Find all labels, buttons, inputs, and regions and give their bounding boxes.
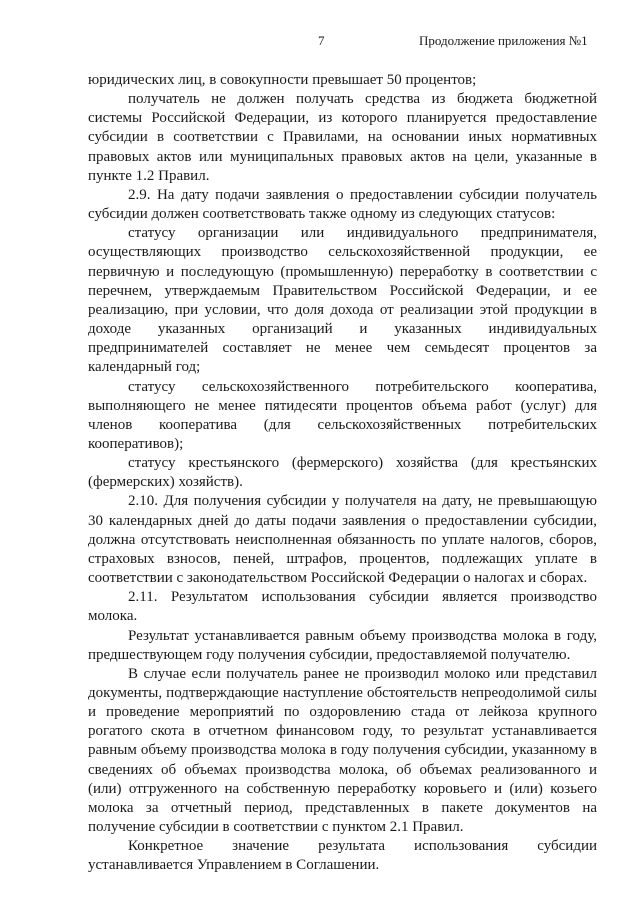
paragraph-10: В случае если получатель ранее не производил молоко или представил документы, подтверждающие наступление обстоятельств непреодолимой силы и проведение мероприятий по оздоровлению стада от лейкоза крупного рогатого скота в отчетном финансовом году, то результат устанавливается равным объему производства молока в году получения субсидии, указанному в сведениях об объемах производства молока, об объемах реализованного и (или) отгруженного на собственную переработку коровьего и (или) козьего молока за отчетный период, представленных в пакете документов на получение субсидии в соответствии с пунктом 2.1 Правил. xyxy=(88,665,597,836)
document-body xyxy=(88,71,597,876)
paragraph-1: юридических лиц, в совокупности превышает 50 процентов; xyxy=(88,72,477,88)
paragraph-3: 2.9. На дату подачи заявления о предоставлении субсидии получатель субсидии должен соответствовать также одному из следующих статусов: xyxy=(88,186,597,223)
paragraph-11: Конкретное значение результата использования субсидии устанавливается Управлением в Соглашении. xyxy=(88,838,597,874)
paragraph-6: статусу крестьянского (фермерского) хозяйства (для крестьянских (фермерских) хозяйств). xyxy=(88,455,597,491)
paragraph-4: статусу организации или индивидуального предпринимателя, осуществляющих производство сельскохозяйственной продукции, ее первичную и последующую (промышленную) переработку в соответствии с перечнем, утверждаемым Правительством Российской Федерации, и ее реализацию, при условии, что доля дохода от реализации этой продукции в доходе указанных организаций и указанных индивидуальных предпринимателей составляет не менее чем семьдесят процентов за календарный год; xyxy=(88,225,597,376)
paragraph-5: статусу сельскохозяйственного потребительского кооператива, выполняющего не менее пятидесяти процентов объема работ (услуг) для членов кооператива (для сельскохозяйственных потребительских кооперативов); xyxy=(88,378,597,452)
paragraph-7: 2.10. Для получения субсидии у получателя на дату, не превышающую 30 календарных дней до даты подачи заявления о предоставлении субсидии, должна отсутствовать неисполненная обязанность по уплате налогов, сборов, страховых взносов, пеней, штрафов, процентов, подлежащих уплате в соответствии с законодательством Российской Федерации о налогах и сборах. xyxy=(88,493,597,587)
paragraph-2: получатель не должен получать средства из бюджета бюджетной системы Российской Федерации, из которого планируется предоставление субсидии в соответствии с Правилами, на основании иных нормативных правовых актов или муниципальных правовых актов на цели, указанные в пункте 1.2 Правил. xyxy=(88,91,597,184)
page-number: 7 xyxy=(318,33,325,48)
appendix-continuation-note: Продолжение приложения №1 xyxy=(419,33,588,48)
paragraph-9: Результат устанавливается равным объему производства молока в году, предшествующем году получения субсидии, предоставляемой получателю. xyxy=(88,627,597,663)
paragraph-8: 2.11. Результатом использования субсидии является производство молока. xyxy=(88,589,597,625)
